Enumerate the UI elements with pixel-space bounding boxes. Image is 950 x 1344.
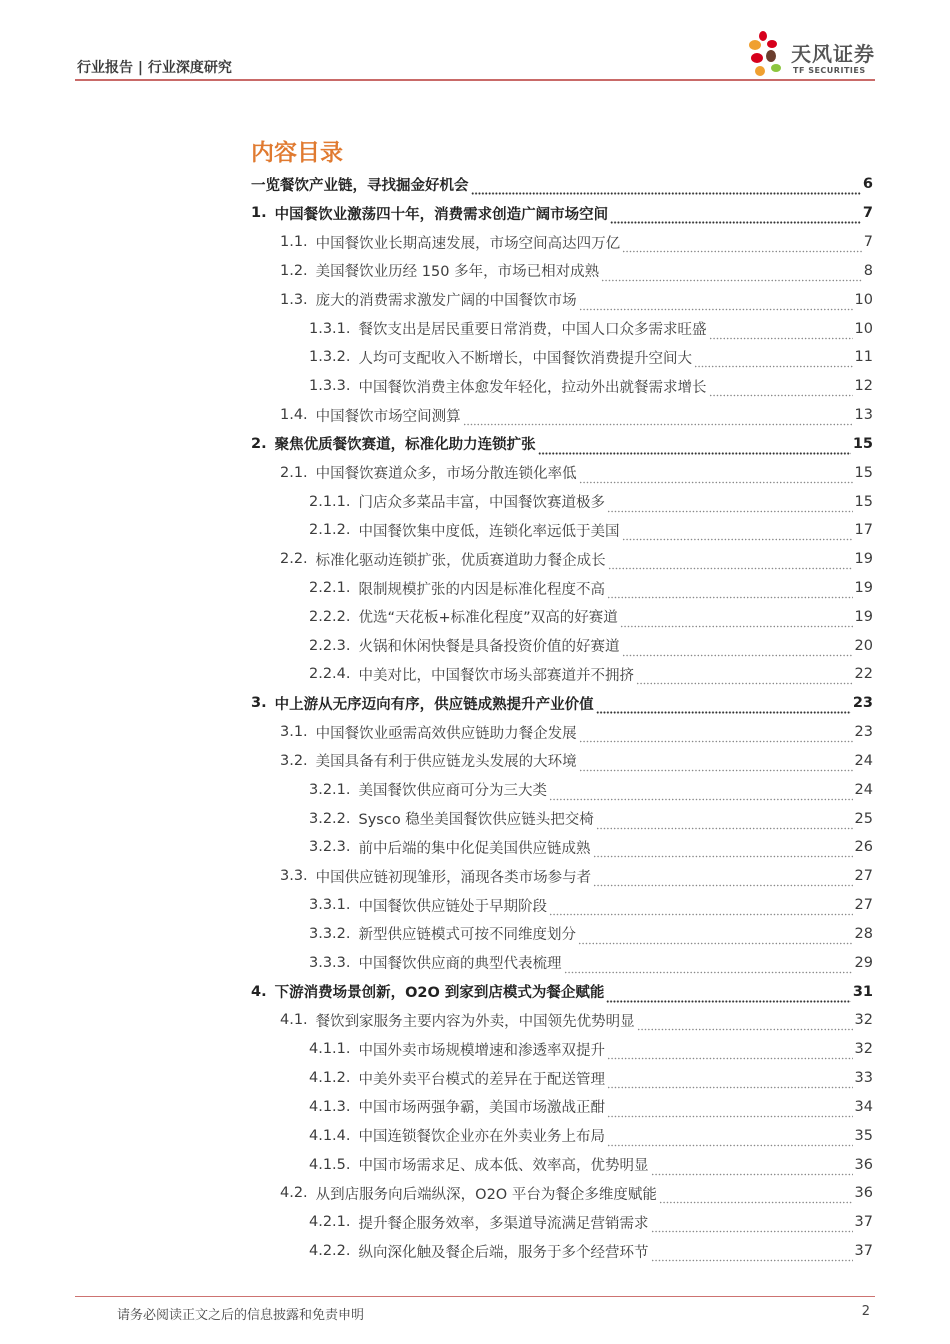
toc-entry-number: 1.3.: [280, 291, 308, 308]
toc-entry[interactable]: [251, 833, 873, 862]
toc-entry-text: 中国连锁餐饮企业亦在外卖业务上布局: [358, 1129, 606, 1146]
toc-entry-page: 27: [854, 897, 873, 914]
toc-entry-page: 27: [854, 868, 873, 885]
toc-entry[interactable]: [251, 545, 873, 574]
toc-entry-page: 19: [854, 608, 873, 625]
toc-entry-number: 3.3.1.: [309, 897, 351, 914]
toc-dot-leader: [579, 470, 853, 484]
toc-entry-number: 1.1.: [280, 234, 308, 251]
toc-entry-page: 7: [862, 205, 873, 222]
toc-entry-text: 优选“天花板+标准化程度”双高的好赛道: [358, 610, 618, 627]
logo-chinese-name: 天风证券: [791, 42, 875, 66]
toc-entry[interactable]: [251, 314, 873, 343]
toc-entry[interactable]: [251, 458, 873, 487]
toc-entry[interactable]: [251, 1150, 873, 1179]
toc-entry-number: 4.2.: [280, 1185, 308, 1202]
toc-entry-page: 12: [854, 378, 873, 395]
toc-dot-leader: [579, 729, 853, 743]
toc-dot-leader: [651, 1219, 853, 1233]
toc-entry-number: 3.2.2.: [309, 810, 351, 827]
toc-entry-text: 下游消费场景创新，O2O 到家到店模式为餐企赋能: [274, 985, 605, 1002]
toc-entry[interactable]: [251, 372, 873, 401]
toc-dot-leader: [579, 297, 853, 311]
toc-entry-text: 中国供应链初现雏形，涌现各类市场参与者: [315, 869, 592, 886]
toc-entry-number: 3.: [251, 695, 267, 712]
toc-entry-text: 餐饮到家服务主要内容为外卖，中国领先优势明显: [315, 1013, 635, 1030]
toc-dot-leader: [620, 614, 853, 628]
toc-entry-number: 2.1.2.: [309, 522, 351, 539]
toc-entry[interactable]: [251, 891, 873, 920]
toc-entry-page: 6: [862, 176, 873, 193]
toc-dot-leader: [610, 210, 861, 224]
report-category: 行业报告 | 行业深度研究: [77, 60, 232, 76]
toc-dot-leader: [578, 931, 853, 945]
page-number: 2: [861, 1304, 870, 1319]
toc-entry-text: 聚焦优质餐饮赛道，标准化助力连锁扩张: [274, 437, 536, 454]
toc-entry-number: 3.1.: [280, 724, 308, 741]
logo-english-name: TF SECURITIES: [793, 66, 866, 75]
toc-entry[interactable]: [251, 401, 873, 430]
toc-entry-number: 3.2.1.: [309, 781, 351, 798]
toc-entry-page: 20: [854, 637, 873, 654]
toc-entry[interactable]: [251, 920, 873, 949]
toc-entry-page: 23: [852, 695, 873, 712]
toc-entry-page: 37: [854, 1214, 873, 1231]
toc-entry-number: 3.3.2.: [309, 925, 351, 942]
toc-entry[interactable]: [251, 574, 873, 603]
toc-entry-page: 11: [854, 349, 873, 366]
toc-dot-leader: [549, 787, 853, 801]
toc-entry-page: 19: [854, 551, 873, 568]
toc-dot-leader: [607, 499, 853, 513]
toc-entry-text: 中国餐饮市场空间测算: [315, 408, 461, 425]
toc-entry-page: 15: [854, 464, 873, 481]
toc-entry-number: 3.2.: [280, 752, 308, 769]
toc-entry-page: 10: [854, 320, 873, 337]
toc-dot-leader: [538, 441, 851, 455]
toc-entry-text: 庞大的消费需求激发广阔的中国餐饮市场: [315, 293, 577, 310]
toc-entry-text: 中国餐饮集中度低，连锁化率远低于美国: [358, 523, 620, 540]
toc-entry-page: 34: [854, 1098, 873, 1115]
toc-entry[interactable]: [251, 747, 873, 776]
toc-entry[interactable]: [251, 228, 873, 257]
toc-entry-page: 32: [854, 1012, 873, 1029]
toc-entry-text: Sysco 稳坐美国餐饮供应链头把交椅: [358, 812, 594, 829]
toc-entry-text: 一览餐饮产业链，寻找掘金好机会: [251, 177, 469, 194]
toc-entry-page: 36: [854, 1185, 873, 1202]
toc-entry-number: 2.2.2.: [309, 608, 351, 625]
toc-entry-number: 4.1.3.: [309, 1098, 351, 1115]
toc-entry-text: 中国餐饮供应商的典型代表梳理: [358, 956, 562, 973]
toc-entry[interactable]: [251, 1093, 873, 1122]
toc-entry-number: 1.3.1.: [309, 320, 351, 337]
toc-entry-number: 1.3.3.: [309, 378, 351, 395]
toc-dot-leader: [596, 700, 851, 714]
toc-entry-text: 中美外卖平台模式的差异在于配送管理: [358, 1071, 606, 1088]
toc-entry[interactable]: [251, 1208, 873, 1237]
toc-entry-text: 门店众多菜品丰富，中国餐饮赛道极多: [358, 495, 606, 512]
toc-entry-page: 31: [852, 983, 873, 1000]
toc-entry[interactable]: [251, 256, 873, 285]
toc-entry-text: 中国餐饮赛道众多，市场分散连锁化率低: [315, 466, 577, 483]
header-divider: [75, 79, 875, 81]
toc-title: 内容目录: [251, 140, 343, 166]
toc-entry[interactable]: [251, 343, 873, 372]
toc-dot-leader: [651, 1248, 853, 1262]
toc-entry-text: 餐饮支出是居民重要日常消费，中国人口众多需求旺盛: [358, 322, 707, 339]
toc-entry-text: 中国外卖市场规模增速和渗透率双提升: [358, 1042, 606, 1059]
toc-entry-text: 火锅和休闲快餐是具备投资价值的好赛道: [358, 639, 620, 656]
toc-entry-page: 8: [863, 262, 873, 279]
toc-dot-leader: [637, 1017, 853, 1031]
toc-entry-page: 24: [854, 752, 873, 769]
toc-dot-leader: [622, 527, 853, 541]
toc-entry-page: 25: [854, 810, 873, 827]
toc-entry[interactable]: [251, 516, 873, 545]
toc-entry[interactable]: [251, 429, 873, 458]
toc-entry-number: 2.: [251, 435, 267, 452]
toc-entry-page: 33: [854, 1070, 873, 1087]
toc-entry[interactable]: [251, 631, 873, 660]
toc-entry-text: 中国餐饮业长期高速发展，市场空间高达四万亿: [315, 235, 621, 252]
toc-entry-page: 26: [854, 839, 873, 856]
toc-entry-text: 中国市场需求足、成本低、效率高，优势明显: [358, 1158, 649, 1175]
toc-entry-text: 中国餐饮供应链处于早期阶段: [358, 898, 548, 915]
toc-entry[interactable]: [251, 1035, 873, 1064]
toc-entry-text: 中上游从无序迈向有序，供应链成熟提升产业价值: [274, 696, 594, 713]
toc-entry-page: 10: [854, 291, 873, 308]
toc-dot-leader: [709, 383, 853, 397]
toc-entry-text: 美国餐饮供应商可分为三大类: [358, 783, 548, 800]
toc-entry-page: 23: [854, 724, 873, 741]
toc-entry-text: 中国餐饮业亟需高效供应链助力餐企发展: [315, 725, 577, 742]
toc-entry[interactable]: [251, 487, 873, 516]
toc-entry-text: 前中后端的集中化促美国供应链成熟: [358, 840, 591, 857]
toc-entry-page: 37: [854, 1243, 873, 1260]
toc-entry-page: 22: [854, 666, 873, 683]
toc-entry-page: 15: [852, 435, 873, 452]
toc-entry-number: 2.2.: [280, 551, 308, 568]
toc-entry-text: 美国具备有利于供应链龙头发展的大环境: [315, 754, 577, 771]
toc-entry-text: 纵向深化触及餐企后端，服务于多个经营环节: [358, 1244, 649, 1261]
toc-entry[interactable]: [251, 804, 873, 833]
toc-entry[interactable]: [251, 170, 873, 199]
toc-entry[interactable]: [251, 285, 873, 314]
toc-entry-page: 17: [854, 522, 873, 539]
toc-dot-leader: [607, 1133, 853, 1147]
toc-dot-leader: [607, 585, 853, 599]
toc-entry-number: 2.2.3.: [309, 637, 351, 654]
toc-entry[interactable]: [251, 1179, 873, 1208]
toc-entry-number: 1.2.: [280, 262, 308, 279]
toc-entry-page: 28: [854, 925, 873, 942]
toc-dot-leader: [636, 671, 853, 685]
toc-entry[interactable]: [251, 1121, 873, 1150]
toc-entry[interactable]: [251, 1064, 873, 1093]
toc-entry-page: 36: [854, 1156, 873, 1173]
toc-entry-number: 4.: [251, 983, 267, 1000]
toc-entry-number: 2.2.1.: [309, 580, 351, 596]
toc-dot-leader: [607, 1104, 853, 1118]
toc-dot-leader: [651, 1162, 853, 1176]
toc-entry[interactable]: [251, 1237, 873, 1266]
toc-entry-number: 4.1.1.: [309, 1041, 351, 1058]
toc-dot-leader: [659, 1190, 853, 1204]
footer-divider: [75, 1296, 875, 1297]
toc-dot-leader: [622, 239, 862, 253]
toc-entry-page: 29: [854, 954, 873, 971]
toc-entry-number: 4.2.2.: [309, 1243, 351, 1260]
toc-entry-text: 中美对比，中国餐饮市场头部赛道并不拥挤: [358, 667, 635, 684]
toc-entry-page: 24: [854, 781, 873, 798]
toc-entry[interactable]: [251, 660, 873, 689]
toc-entry[interactable]: [251, 775, 873, 804]
toc-entry[interactable]: [251, 977, 873, 1006]
toc-entry-page: 7: [863, 234, 873, 251]
toc-dot-leader: [549, 902, 853, 916]
toc-entry-text: 限制规模扩张的内因是标准化程度不高: [358, 581, 606, 598]
toc-dot-leader: [607, 1075, 853, 1089]
toc-dot-leader: [596, 816, 853, 830]
toc-entry-number: 2.2.4.: [309, 666, 351, 683]
toc-entry-number: 3.2.3.: [309, 839, 351, 856]
toc-entry-number: 1.4.: [280, 407, 308, 424]
toc-dot-leader: [463, 412, 853, 426]
toc-dot-leader: [622, 643, 853, 657]
toc-dot-leader: [709, 326, 853, 340]
toc-entry-text: 标准化驱动连锁扩张，优质赛道助力餐企成长: [315, 552, 606, 569]
toc-entry-number: 3.3.: [280, 868, 308, 885]
toc-entry-text: 美国餐饮业历经 150 多年，市场已相对成熟: [315, 264, 600, 281]
toc-entry-number: 1.3.2.: [309, 349, 351, 366]
toc-entry[interactable]: [251, 689, 873, 718]
toc-entry-page: 13: [854, 407, 873, 424]
toc-entry-number: 4.1.4.: [309, 1127, 351, 1144]
toc-dot-leader: [607, 1046, 853, 1060]
toc-dot-leader: [694, 354, 853, 368]
toc-entry-number: 4.1.2.: [309, 1070, 351, 1087]
toc-dot-leader: [471, 181, 861, 195]
toc-entry[interactable]: [251, 1006, 873, 1035]
toc-entry-number: 3.3.3.: [309, 954, 351, 971]
toc-dot-leader: [593, 873, 852, 887]
toc-entry-text: 从到店服务向后端纵深，O2O 平台为餐企多维度赋能: [315, 1186, 657, 1203]
toc-dot-leader: [593, 844, 853, 858]
toc-entry-text: 提升餐企服务效率，多渠道导流满足营销需求: [358, 1215, 649, 1232]
toc-dot-leader: [564, 960, 853, 974]
table-of-contents: [251, 170, 873, 1265]
footer-disclaimer: 请务必阅读正文之后的信息披露和免责申明: [117, 1308, 365, 1323]
toc-entry-number: 1.: [251, 205, 267, 222]
toc-entry-text: 中国市场两强争霸，美国市场激战正酣: [358, 1100, 606, 1117]
toc-entry[interactable]: [251, 862, 873, 891]
toc-entry-text: 中国餐饮消费主体愈发年轻化，拉动外出就餐需求增长: [358, 379, 707, 396]
flower-logo-icon: [746, 28, 792, 82]
toc-entry-text: 新型供应链模式可按不同维度划分: [358, 927, 577, 944]
toc-entry-text: 中国餐饮业激荡四十年，消费需求创造广阔市场空间: [274, 206, 609, 223]
toc-entry-text: 人均可支配收入不断增长，中国餐饮消费提升空间大: [358, 350, 693, 367]
toc-dot-leader: [606, 989, 850, 1003]
toc-entry-page: 15: [854, 493, 873, 510]
toc-entry-page: 35: [854, 1127, 873, 1144]
toc-entry[interactable]: [251, 602, 873, 631]
toc-dot-leader: [608, 556, 853, 570]
toc-dot-leader: [601, 268, 862, 282]
toc-entry[interactable]: [251, 718, 873, 747]
toc-entry-page: 32: [854, 1041, 873, 1058]
toc-entry-number: 4.2.1.: [309, 1214, 351, 1231]
toc-entry-page: 19: [854, 580, 873, 596]
toc-entry-number: 2.1.: [280, 464, 308, 481]
toc-entry[interactable]: [251, 199, 873, 228]
company-logo: [746, 28, 881, 82]
toc-entry[interactable]: [251, 948, 873, 977]
toc-dot-leader: [579, 758, 853, 772]
toc-entry-number: 4.1.: [280, 1012, 308, 1029]
toc-entry-number: 4.1.5.: [309, 1156, 351, 1173]
toc-entry-number: 2.1.1.: [309, 493, 351, 510]
